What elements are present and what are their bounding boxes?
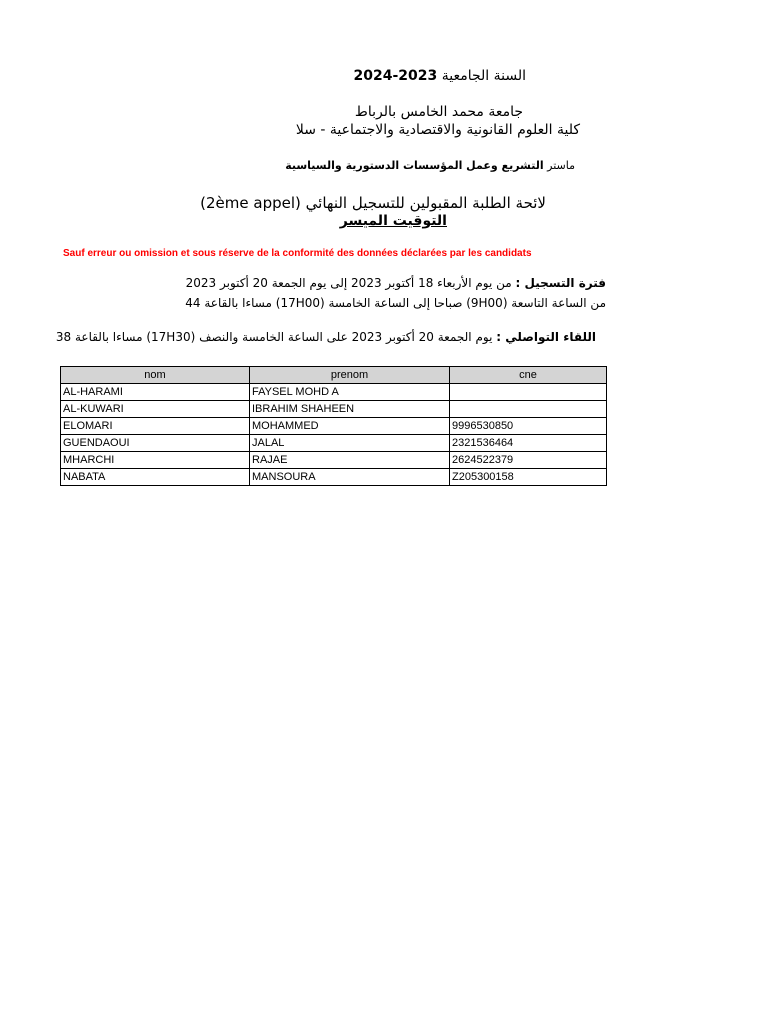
cell-nom: GUENDAOUI (61, 435, 250, 452)
cell-cne (450, 401, 607, 418)
column-header-nom: nom (61, 367, 250, 384)
academic-year (0, 68, 526, 84)
cell-prenom: MANSOURA (250, 469, 450, 486)
timing-title: التوقيت الميسر (339, 213, 447, 229)
registration-dates: من يوم الأربعاء 18 أكتوبر 2023 إلى يوم الجمعة 20 أكتوبر 2023 (185, 276, 512, 290)
students-table (60, 366, 607, 486)
university-name: جامعة محمد الخامس بالرباط (354, 104, 523, 120)
meeting-details: يوم الجمعة 20 أكتوبر 2023 على الساعة الخامسة والنصف (17H30) مساءا بالقاعة 38 (55, 330, 493, 344)
registration-hours: من الساعة التاسعة (9H00) صباحا إلى الساعة الخامسة (17H00) مساءا بالقاعة 44 (185, 296, 606, 310)
cell-cne: Z205300158 (450, 469, 607, 486)
table-row (61, 469, 607, 486)
meeting-label: اللقاء التواصلي : (496, 330, 596, 344)
table-row (61, 384, 607, 401)
cell-cne: 9996530850 (450, 418, 607, 435)
registration-label: فترة التسجيل : (515, 276, 606, 290)
cell-nom: AL-KUWARI (61, 401, 250, 418)
disclaimer-notice: Sauf erreur ou omission et sous réserve de la conformité des données déclarées par les candidats (63, 248, 532, 259)
cell-prenom: FAYSEL MOHD A (250, 384, 450, 401)
table-row (61, 452, 607, 469)
list-title-call: (2ème appel) (200, 194, 301, 212)
cell-cne (450, 384, 607, 401)
list-title-arabic: لائحة الطلبة المقبولين للتسجيل النهائي (305, 194, 546, 212)
faculty-name: كلية العلوم القانونية والاقتصادية والاجتماعية - سلا (295, 122, 580, 138)
cell-prenom: IBRAHIM SHAHEEN (250, 401, 450, 418)
registration-period (0, 276, 606, 290)
master-prefix: ماستر (547, 159, 575, 172)
cell-nom: NABATA (61, 469, 250, 486)
academic-year-label: السنة الجامعية (441, 68, 526, 84)
meeting-info (0, 330, 596, 344)
column-header-cne: cne (450, 367, 607, 384)
master-program (0, 159, 575, 172)
cell-prenom: JALAL (250, 435, 450, 452)
table-row (61, 435, 607, 452)
column-header-prenom: prenom (250, 367, 450, 384)
cell-cne: 2321536464 (450, 435, 607, 452)
cell-nom: ELOMARI (61, 418, 250, 435)
cell-nom: AL-HARAMI (61, 384, 250, 401)
table-row (61, 401, 607, 418)
cell-cne: 2624522379 (450, 452, 607, 469)
cell-nom: MHARCHI (61, 452, 250, 469)
table-row (61, 418, 607, 435)
academic-year-value: 2024-2023 (353, 68, 438, 84)
table-header-row (61, 367, 607, 384)
cell-prenom: MOHAMMED (250, 418, 450, 435)
master-name: التشريع وعمل المؤسسات الدستورية والسياسية (285, 159, 544, 172)
list-title (0, 194, 546, 212)
cell-prenom: RAJAE (250, 452, 450, 469)
